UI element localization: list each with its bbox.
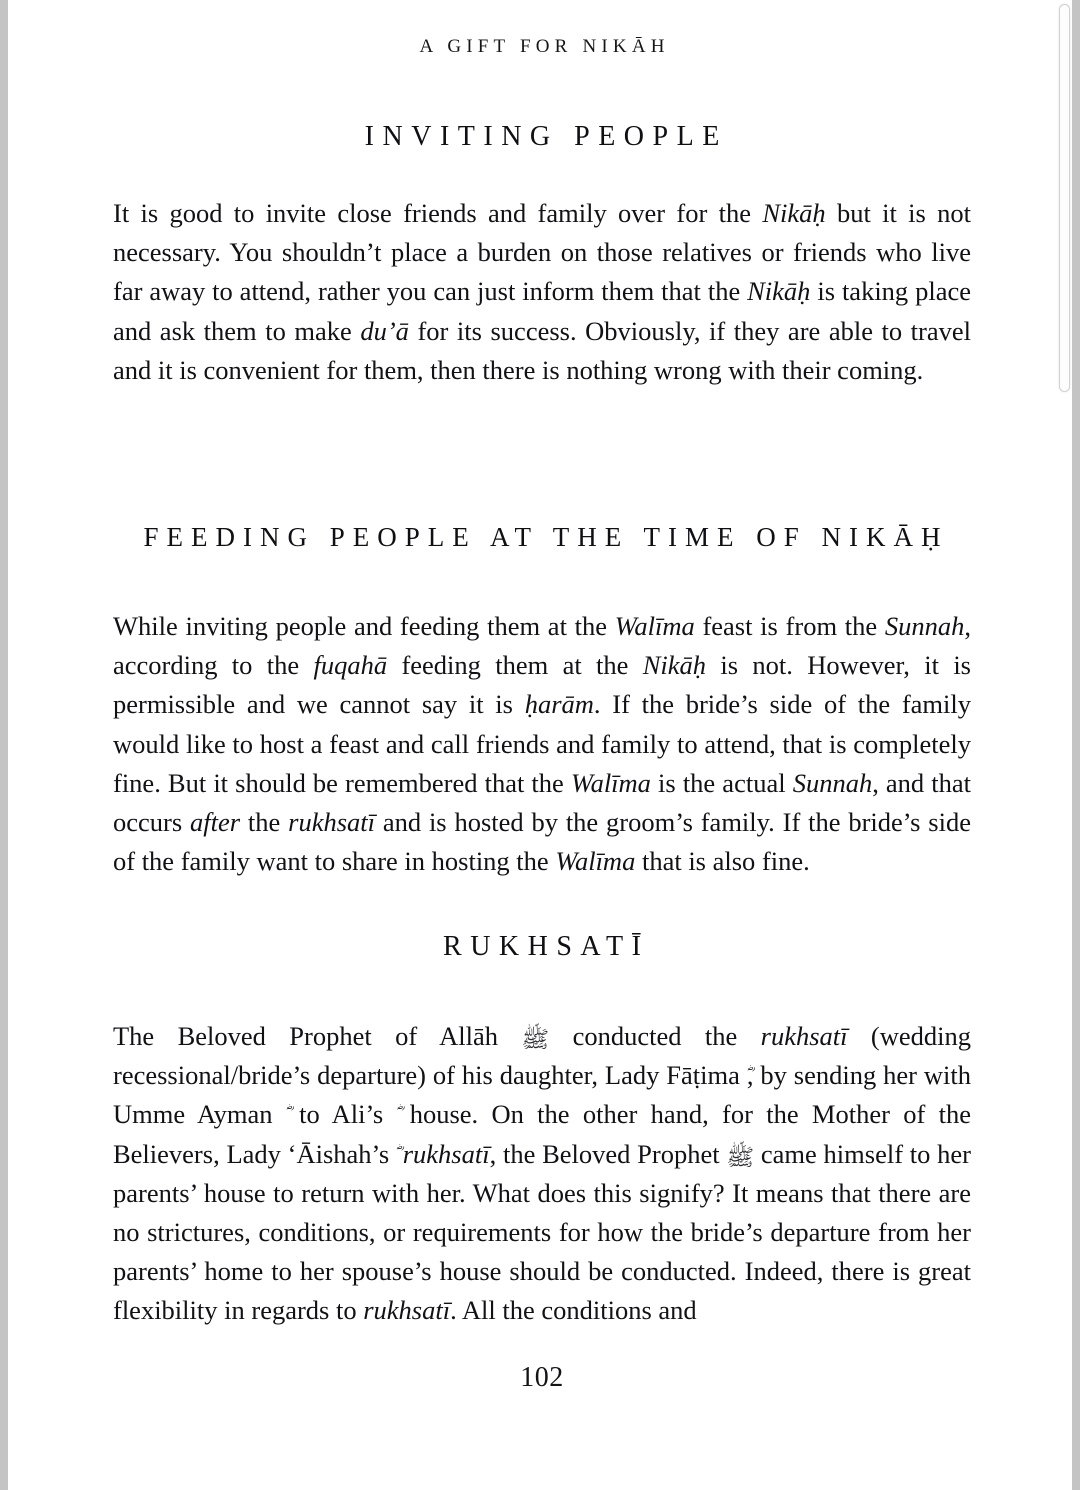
paragraph-inviting-people-wrap — [113, 194, 971, 390]
arabic-honorific-glyph: ﷺ — [726, 1144, 755, 1171]
section-inviting-people — [113, 122, 971, 153]
transliterated-term: rukhsatī — [760, 1021, 848, 1051]
text-run: feast is from the — [694, 611, 885, 641]
text-run: is the actual — [650, 767, 793, 798]
transliterated-term: rukhsatī — [288, 807, 375, 838]
transliterated-term: ḥarām — [524, 689, 594, 720]
transliterated-term: Nikāḥ — [762, 198, 826, 228]
section-rukhsati — [113, 932, 971, 963]
text-run: is taking place and ask them to make — [113, 276, 971, 346]
right-page-gutter — [1072, 0, 1080, 1490]
heading-inviting-people: INVITING PEOPLE — [364, 121, 728, 152]
text-run: , according to the — [113, 611, 971, 681]
text-run: and is hosted by the groom’s family. If the bride’s side of the family want to share in hosting the — [113, 807, 971, 877]
running-head: A GIFT FOR NIKĀH — [419, 36, 670, 57]
paragraph-rukhsati-wrap — [113, 1017, 971, 1331]
transliterated-term: du’ā — [360, 315, 409, 346]
heading-feeding-people: FEEDING PEOPLE AT THE TIME OF NIKĀḤ — [143, 522, 949, 552]
transliterated-term: Sunnah — [792, 767, 873, 798]
arabic-honorific-glyph: ﷺ — [521, 1027, 550, 1053]
text-run: (wedding recessional/bride’s departure) of his daughter, Lady Fāṭima — [113, 1021, 971, 1091]
page-number: 102 — [520, 1362, 564, 1393]
transliterated-term: Walīma — [614, 611, 695, 641]
text-run: to Ali’s — [285, 1099, 397, 1130]
transliterated-term: rukhsatī — [363, 1295, 451, 1326]
text-run: While inviting people and feeding them at the — [113, 611, 615, 641]
paragraph-inviting-people — [113, 194, 971, 390]
text-run: , and that occurs — [113, 767, 972, 838]
transliterated-term: Walīma — [570, 767, 651, 798]
text-run: . If the bride’s side of the family would like to host a feast and call friends and family to attend, that is completely fine. But it should be remembered that the — [113, 689, 971, 798]
text-run: conducted the — [549, 1021, 761, 1051]
page-text-frame — [113, 0, 971, 1490]
text-run: It is good to invite close friends and family over for the — [113, 198, 763, 228]
paragraph-feeding-people-wrap — [113, 607, 971, 881]
text-run: the — [240, 807, 289, 838]
section-feeding-people — [113, 523, 971, 553]
text-run: came himself to her parents’ house to return with her. What does this signify? It means that there are no strictures, conditions, or requirements for how the bride’s departure from her parents’ home to her spouse’s house should be conducted. Indeed, there is great flexibility in regards to — [113, 1138, 971, 1326]
heading-rukhsati: RUKHSATĪ — [443, 931, 650, 962]
transliterated-term: after — [190, 807, 241, 838]
text-run: The Beloved Prophet of Allāh — [113, 1021, 522, 1051]
transliterated-term: Sunnah — [884, 611, 965, 641]
text-run: , by sending her with Umme Ayman — [113, 1060, 971, 1130]
transliterated-term: Nikāḥ — [747, 276, 811, 307]
text-run: house. On the other hand, for the Mother of the Believers, Lady ‘Āishah’s — [113, 1099, 971, 1169]
transliterated-term: fuqahā — [313, 650, 388, 681]
text-run: that is also fine. — [635, 846, 810, 877]
text-run: . All the conditions and — [450, 1295, 697, 1326]
left-page-gutter — [0, 0, 8, 1490]
text-run — [396, 1139, 403, 1169]
text-run: is not. However, it is permissible and we cannot say it is — [113, 650, 971, 720]
transliterated-term: rukhsatī — [402, 1138, 490, 1169]
text-run: but it is not necessary. You shouldn’t place a burden on those relatives or friends who live far away to attend, rather you can just inform them that the — [113, 198, 971, 307]
text-run: for its success. Obviously, if they are able to travel and it is convenient for them, then there is nothing wrong with their coming. — [113, 315, 971, 385]
paragraph-feeding-people — [113, 607, 971, 881]
book-page-sheet — [8, 0, 1072, 1490]
scrollbar-thumb[interactable] — [1059, 4, 1070, 392]
transliterated-term: Walīma — [555, 846, 636, 877]
transliterated-term: Nikāḥ — [642, 650, 707, 681]
paragraph-rukhsati — [113, 1017, 971, 1331]
text-run: , the Beloved Prophet — [489, 1138, 727, 1169]
text-run: feeding them at the — [387, 650, 643, 681]
